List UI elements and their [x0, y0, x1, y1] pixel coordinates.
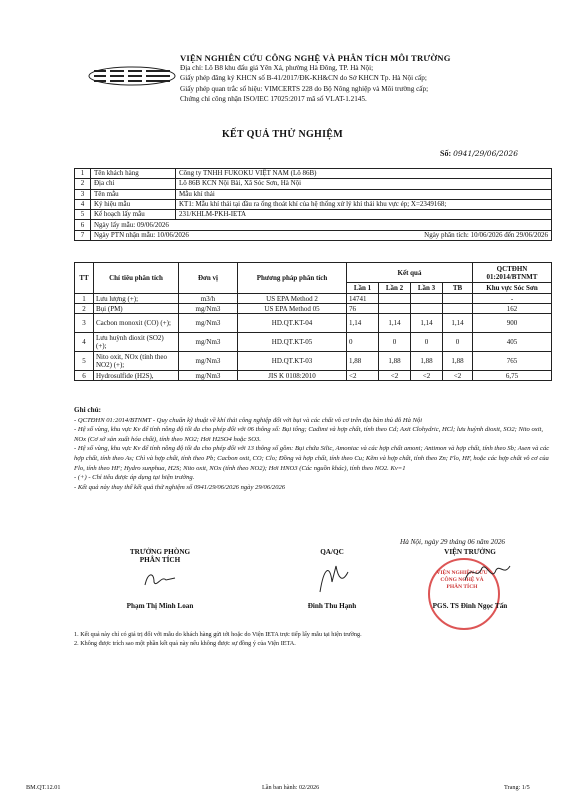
result-cell-tt: 2: [75, 304, 94, 314]
result-row: [75, 352, 552, 371]
sample-info-table: [74, 168, 552, 241]
results-table: [74, 262, 552, 381]
result-cell-param: Cacbon monoxit (CO) (+);: [94, 314, 179, 333]
signature-name-qa: Đinh Thu Hạnh: [307, 602, 357, 610]
result-cell-unit: mg/Nm3: [179, 314, 238, 333]
issue-date: Hà Nội, ngày 29 tháng 06 năm 2026: [400, 538, 506, 546]
result-cell-l2: 0: [379, 333, 411, 352]
info-label: [91, 220, 552, 230]
result-cell-std: 405: [473, 333, 552, 352]
result-cell-tb: [443, 294, 473, 304]
signature-title: TRƯỞNG PHÒNG PHÂN TÍCH: [129, 548, 191, 564]
result-cell-l1: 1,14: [347, 314, 379, 333]
result-cell-l2: 1,14: [379, 314, 411, 333]
info-row: [75, 220, 552, 230]
result-row: [75, 304, 552, 314]
info-label: Địa chỉ: [91, 179, 176, 189]
result-cell-tt: 3: [75, 314, 94, 333]
result-cell-method: US EPA Method 2: [238, 294, 347, 304]
info-row: [75, 199, 552, 209]
footnote: 2. Không được trích sao một phần kết quả này nếu không được sự đồng ý của Viện IETA.: [74, 640, 296, 647]
result-cell-method: HD.QT.KT-05: [238, 333, 347, 352]
info-row: [75, 230, 552, 240]
signature-mark: [312, 562, 352, 598]
col-tb: TB: [443, 283, 473, 294]
result-cell-method: HD.QT.KT-03: [238, 352, 347, 371]
info-value: Lô 86B KCN Nội Bài, Xã Sóc Sơn, Hà Nội: [176, 179, 552, 189]
result-cell-l3: [411, 294, 443, 304]
col-param: Chỉ tiêu phân tích: [94, 263, 179, 294]
info-index: 2: [75, 179, 91, 189]
signature-name-lab: Phạm Thị Minh Loan: [126, 602, 194, 610]
result-cell-tt: 1: [75, 294, 94, 304]
note-item: - QCTĐHN 01:2014/BTNMT - Quy chuẩn kỹ thuật về khí thải công nghiệp đối với bụi và các chất vô cơ trên địa bàn thủ đô Hà Nội: [74, 416, 423, 424]
result-cell-std: 162: [473, 304, 552, 314]
note-item: - Hệ số vùng, khu vực Kv để tính nồng độ tối đa cho phép đối với 06 thông số: Bụi tổng; Cadimi và hợp chất, tính theo Cd; Axit Clohydric, HCl; lưu huỳnh dioxit, SO2; Nito oxit, NOx (Cơ sở sản xuất hóa chất), tính theo NO2; Hơi H2SO4 hoặc SO3.: [74, 426, 544, 443]
page-number: Trang: 1/5: [504, 784, 530, 791]
result-row: [75, 333, 552, 352]
col-tt: TT: [75, 263, 94, 294]
signature-mark: [140, 570, 180, 592]
result-cell-l2: <2: [379, 371, 411, 381]
form-code: BM.QT.12.01: [26, 784, 61, 791]
col-unit: Đơn vị: [179, 263, 238, 294]
result-cell-l3: 1,88: [411, 352, 443, 371]
info-label: Tên mẫu: [91, 189, 176, 199]
result-cell-unit: mg/Nm3: [179, 304, 238, 314]
notes-heading: Ghi chú:: [74, 406, 101, 414]
result-cell-tb: [443, 304, 473, 314]
edition: Lần ban hành: 02/2026: [262, 784, 320, 791]
result-cell-param: Hydrosulfide (H2S),: [94, 371, 179, 381]
result-cell-param: Lưu lượng (+);: [94, 294, 179, 304]
result-cell-tt: 6: [75, 371, 94, 381]
result-cell-l3: [411, 304, 443, 314]
org-license-1: Giấy phép đăng ký KHCN số B-41/2017/ĐK-KH&CN do Sở KHCN Tp. Hà Nội cấp;: [180, 74, 427, 83]
signature-block-lab: [100, 548, 220, 564]
info-label-text: Ngày lấy mẫu: 09/06/2026: [94, 220, 169, 229]
col-lan3: Lần 3: [411, 283, 443, 294]
col-result: Kết quả: [347, 263, 473, 283]
ieta-logo: [88, 66, 176, 86]
result-cell-unit: mg/Nm3: [179, 333, 238, 352]
result-cell-unit: m3/h: [179, 294, 238, 304]
signature-title-director: VIỆN TRƯỞNG: [444, 548, 496, 556]
report-number-label: Số:: [440, 149, 452, 158]
info-row: [75, 169, 552, 179]
col-lan2: Lần 2: [379, 283, 411, 294]
result-row: [75, 314, 552, 333]
note-item: - Hệ số vùng, khu vực Kv để tính nồng độ tối đa cho phép đối với 13 thông số gồm: Bụi chứa Silic, Amoniac và các hợp chất amoni; Antimon và hợp chất, tính theo Sb; Asen và các hợp chất, tính theo As; Chì và hợp chất, tính theo Pb; Cacbon oxit, CO; Clo; Đồng và hợp chất, tính theo Cu; Kẽm và hợp chất, tính theo Zn; Flo, HF, hoặc các hợp chất vô cơ của Flo, tính theo HF; Hydro sunphua, H2S; Nito oxit, NOx (tính theo NO2); Hơi HNO3 (Các nguồn khác), tính theo NO2. Kv=1: [74, 445, 550, 472]
result-cell-unit: mg/Nm3: [179, 352, 238, 371]
result-cell-l2: [379, 304, 411, 314]
footnote: 1. Kết quả này chỉ có giá trị đối với mẫu do khách hàng gửi tới hoặc do Viện IETA trực tiếp lấy mẫu tại hiện trường.: [74, 631, 362, 638]
note-item: - Kết quả này thay thế kết quả thử nghiệm số 0941/29/06/2026 ngày 29/06/2026: [74, 483, 286, 491]
col-method: Phương pháp phân tích: [238, 263, 347, 294]
info-value: Công ty TNHH FUKOKU VIỆT NAM (Lô 86B): [176, 169, 552, 179]
info-index: 1: [75, 169, 91, 179]
info-index: 4: [75, 199, 91, 209]
info-row: [75, 189, 552, 199]
result-cell-method: JIS K 0108:2010: [238, 371, 347, 381]
result-cell-l2: [379, 294, 411, 304]
footnotes: [74, 630, 552, 648]
result-cell-param: Lưu huỳnh dioxit (SO2) (+);: [94, 333, 179, 352]
info-row: [75, 210, 552, 220]
result-cell-l3: <2: [411, 371, 443, 381]
result-cell-method: US EPA Method 05: [238, 304, 347, 314]
info-index: 5: [75, 210, 91, 220]
org-cert: Chứng chỉ công nhận ISO/IEC 17025:2017 mã số VLAT-1.2145.: [180, 94, 367, 103]
result-cell-tb: 0: [443, 333, 473, 352]
result-cell-std: -: [473, 294, 552, 304]
stamp-text: VIỆN NGHIÊN CỨU CÔNG NGHỆ VÀ PHÂN TÍCH: [436, 570, 488, 590]
org-name: VIỆN NGHIÊN CỨU CÔNG NGHỆ VÀ PHÂN TÍCH MÔI TRƯỜNG: [180, 53, 451, 63]
col-area: Khu vực Sóc Sơn: [473, 283, 552, 294]
info-index: 7: [75, 230, 91, 240]
signature-name-director: PGS. TS Đinh Ngọc Tấn: [432, 602, 508, 610]
info-label: Ký hiệu mẫu: [91, 199, 176, 209]
note-item: - (+) - Chỉ tiêu được áp dụng tại hiện trường.: [74, 474, 195, 482]
result-row: [75, 371, 552, 381]
org-address: Địa chỉ: Lô B8 khu đấu giá Yên Xá, phường Hà Đông, TP. Hà Nội;: [180, 64, 374, 73]
notes: [74, 406, 552, 492]
result-cell-l1: 0: [347, 333, 379, 352]
result-cell-std: 765: [473, 352, 552, 371]
result-cell-l1: <2: [347, 371, 379, 381]
info-label: Tên khách hàng: [91, 169, 176, 179]
info-value: 231/KHLM-PKH-IETA: [176, 210, 552, 220]
result-cell-l3: 0: [411, 333, 443, 352]
signature-mark: [462, 560, 512, 588]
result-cell-tb: <2: [443, 371, 473, 381]
org-license-2: Giấy phép quan trắc số hiệu: VIMCERTS 228 do Bộ Nông nghiệp và Môi trường cấp;: [180, 84, 429, 93]
info-label-text: Ngày PTN nhận mẫu: 10/06/2026: [94, 230, 189, 239]
report-number-value: 0941/29/06/2026: [453, 149, 518, 158]
org-header: [180, 53, 560, 104]
result-row: [75, 294, 552, 304]
result-cell-tb: 1,14: [443, 314, 473, 333]
signature-title-qa: QA/QC: [320, 548, 344, 556]
result-cell-std: 6,75: [473, 371, 552, 381]
result-cell-tt: 4: [75, 333, 94, 352]
col-standard: QCTĐHN 01:2014/BTNMT: [473, 263, 552, 283]
report-number: [440, 149, 518, 158]
document-title: KẾT QUẢ THỬ NGHIỆM: [221, 129, 344, 140]
result-cell-param: Nito oxit, NOx (tính theo NO2) (+);: [94, 352, 179, 371]
info-index: 6: [75, 220, 91, 230]
result-cell-unit: mg/Nm3: [179, 371, 238, 381]
info-index: 3: [75, 189, 91, 199]
info-value: KT1: Mẫu khí thải tại đầu ra ống thoát khí của hệ thống xử lý khí thải khu vực ép; X=2349168;: [176, 199, 552, 209]
result-cell-l2: 1,88: [379, 352, 411, 371]
result-cell-param: Bụi (PM): [94, 304, 179, 314]
info-label: Kế hoạch lấy mẫu: [91, 210, 176, 220]
info-value: Mẫu khí thải: [176, 189, 552, 199]
result-cell-l1: 14741: [347, 294, 379, 304]
result-cell-tb: 1,88: [443, 352, 473, 371]
info-label: [91, 230, 552, 240]
result-cell-std: 900: [473, 314, 552, 333]
result-cell-tt: 5: [75, 352, 94, 371]
result-cell-method: HD.QT.KT-04: [238, 314, 347, 333]
info-value: Ngày phân tích: 10/06/2026 đến 29/06/2026: [424, 230, 548, 239]
result-cell-l1: 76: [347, 304, 379, 314]
col-lan1: Lần 1: [347, 283, 379, 294]
result-cell-l3: 1,14: [411, 314, 443, 333]
result-cell-l1: 1,88: [347, 352, 379, 371]
info-row: [75, 179, 552, 189]
